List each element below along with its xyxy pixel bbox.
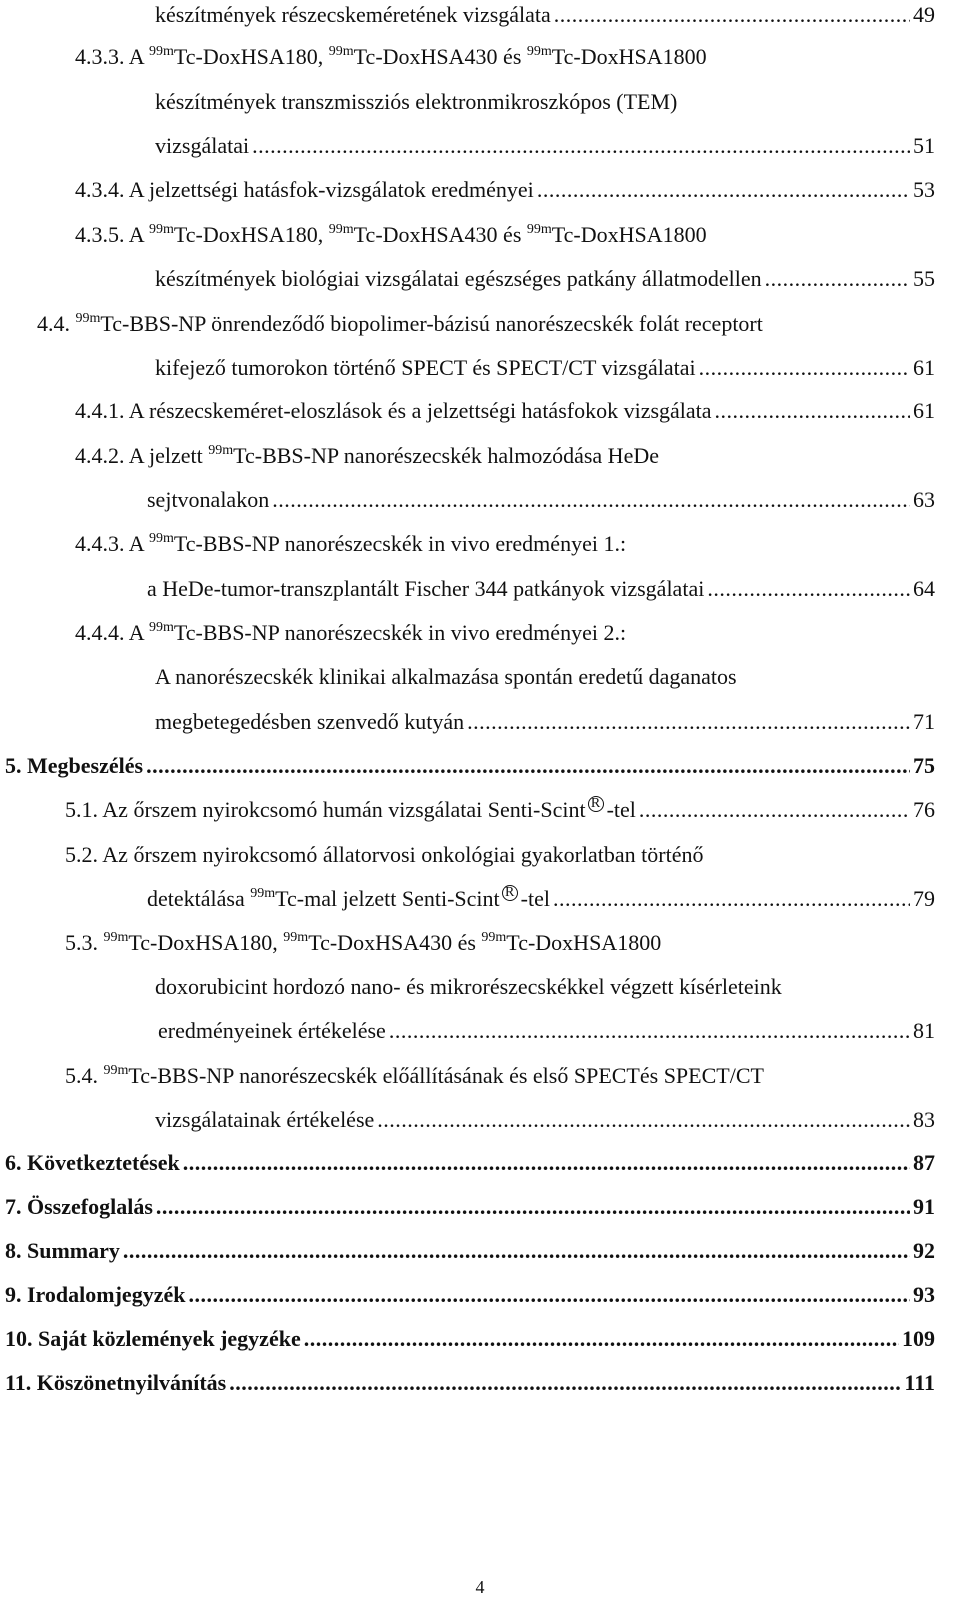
toc-chapter-title: 9. Irodalomjegyzék [5,1282,186,1307]
toc-page-number: 63 [913,487,935,512]
toc-entry-title: Tc-DoxHSA430 és [353,222,527,247]
dot-leader [377,1105,910,1135]
toc-chapter-title: 8. Summary [5,1238,120,1263]
isotope-superscript: 99m [283,930,309,945]
toc-entry [75,441,659,471]
page-number: 4 [475,1577,485,1597]
dot-leader [537,175,910,205]
isotope-superscript: 99m [328,222,354,237]
toc-page-number: 64 [913,576,935,601]
toc-page-number: 91 [913,1194,935,1219]
toc-chapter-title: 5. Megbeszélés [5,753,144,778]
toc-entry-title: Tc-BBS-NP nanorészecskék in vivo eredményei 1.: [173,531,627,556]
dot-leader [639,795,910,825]
toc-entry [65,795,935,825]
toc-chapter [5,1324,935,1354]
toc-entry-continuation [155,87,677,117]
isotope-superscript: 99m [481,930,507,945]
toc-entry [75,42,707,72]
toc-entry-title: készítmények transzmissziós elektronmikroszkópos (TEM) [155,89,678,114]
toc-entry-title: Tc-DoxHSA430 és [308,930,482,955]
toc-chapter [5,1236,935,1266]
toc-page-number: 83 [913,1107,935,1132]
toc-entry-number: 4.3.5. A [75,222,149,247]
toc-entry-title: eredményeinek értékelése [158,1018,386,1043]
toc-entry [75,220,707,250]
toc-entry-title-text: 5.1. Az őrszem nyirokcsomó humán vizsgálatai Senti-Scint [65,797,586,822]
toc-page-number: 55 [913,266,935,291]
dot-leader [699,353,910,383]
toc-entry-title: 5.2. Az őrszem nyirokcsomó állatorvosi onkológiai gyakorlatban történő [65,842,704,867]
toc-entry-title: Tc-DoxHSA180, [173,44,329,69]
toc-page-number: 71 [913,709,935,734]
toc-entry-title-prefix: detektálása [147,886,251,911]
toc-entry [155,707,935,737]
toc-entry [75,175,935,205]
toc-entry-title: Tc-DoxHSA430 és [353,44,527,69]
isotope-superscript: 99m [103,1063,129,1078]
registered-trademark-icon: R [502,885,518,901]
toc-entry-number: 4.4.3. A [75,531,149,556]
toc-entry [155,0,935,30]
toc-entry [75,529,626,559]
toc-entry [75,396,935,426]
dot-leader [389,1016,910,1046]
toc-page-number: 109 [902,1326,935,1351]
toc-entry-title: 4.3.4. A jelzettségi hatásfok-vizsgálatok eredményei [75,177,534,202]
toc-entry-title: Tc-DoxHSA1800 [551,222,707,247]
toc-chapter [5,1280,935,1310]
toc-page-number: 87 [913,1150,935,1175]
isotope-superscript: 99m [148,44,174,59]
toc-entry-title: készítmények részecskeméretének vizsgálata [155,2,551,27]
toc-entry [155,353,935,383]
toc-entry [75,618,626,648]
toc-entry [155,1105,935,1135]
toc-chapter-title: 11. Köszönetnyilvánítás [5,1370,227,1395]
toc-chapter-title: 10. Saját közlemények jegyzéke [5,1326,301,1351]
isotope-superscript: 99m [148,531,174,546]
toc-chapter [5,1148,935,1178]
toc-entry-title: 4.4.1. A részecskeméret-eloszlások és a jelzettségi hatásfokok vizsgálata [75,398,712,423]
dot-leader [156,1192,910,1222]
isotope-superscript: 99m [75,311,101,326]
toc-page-number: 81 [913,1018,935,1043]
toc-entry-title: Tc-BBS-NP nanorészecskék előállításának és első SPECTés SPECT/CT [128,1063,764,1088]
isotope-superscript: 99m [328,44,354,59]
dot-leader [272,485,910,515]
dot-leader [188,1280,910,1310]
toc-entry [147,574,935,604]
toc-entry-title: vizsgálatainak értékelése [155,1107,375,1132]
dot-leader [707,574,910,604]
toc-entry-title-suffix: -tel [606,797,636,822]
toc-page-number: 75 [913,753,935,778]
dot-leader [304,1324,899,1354]
toc-entry-title: Tc-DoxHSA1800 [551,44,707,69]
toc-entry-title: a HeDe-tumor-transzplantált Fischer 344 patkányok vizsgálatai [147,576,705,601]
dot-leader [146,751,910,781]
toc-entry-title: sejtvonalakon [147,487,270,512]
dot-leader [123,1236,910,1266]
dot-leader [467,707,910,737]
toc-entry-title: megbetegedésben szenvedő kutyán [155,709,465,734]
toc-entry [65,840,703,870]
toc-entry-continuation [155,662,737,692]
toc-entry [147,884,935,914]
isotope-superscript: 99m [250,886,276,901]
dot-leader [765,264,910,294]
toc-entry [158,1016,935,1046]
isotope-superscript: 99m [208,443,234,458]
dot-leader [554,0,910,30]
toc-entry-title [65,795,636,825]
toc-page-number: 61 [913,355,935,380]
toc-entry-title [147,884,550,914]
toc-page-number: 61 [913,398,935,423]
toc-entry-title: Tc-DoxHSA180, [128,930,284,955]
toc-entry-number: 4.3.3. A [75,44,149,69]
dot-leader [229,1368,901,1398]
toc-entry-title: Tc-DoxHSA1800 [506,930,662,955]
toc-entry-title-text: Tc-mal jelzett Senti-Scint [275,886,500,911]
isotope-superscript: 99m [103,930,129,945]
toc-entry-title: Tc-BBS-NP nanorészecskék in vivo eredményei 2.: [173,620,627,645]
toc-entry-number: 5.3. [65,930,104,955]
toc-entry [147,485,935,515]
toc-entry [65,928,661,958]
toc-entry-number: 4.4. [37,311,76,336]
toc-entry-title: A nanorészecskék klinikai alkalmazása spontán eredetű daganatos [155,664,737,689]
toc-chapter [5,751,935,781]
toc-entry-title: készítmények biológiai vizsgálatai egészséges patkány állatmodellen [155,266,762,291]
toc-entry [155,131,935,161]
toc-chapter-title: 6. Következtetések [5,1150,180,1175]
toc-page-number: 92 [913,1238,935,1263]
toc-page-number: 76 [913,797,935,822]
toc-entry-title-suffix: -tel [520,886,550,911]
isotope-superscript: 99m [526,44,552,59]
toc-page-number: 93 [913,1282,935,1307]
toc-entry-title: Tc-DoxHSA180, [173,222,329,247]
isotope-superscript: 99m [148,222,174,237]
toc-entry-number: 4.4.4. A [75,620,149,645]
toc-page-number: 49 [913,2,935,27]
toc-chapter [5,1368,935,1398]
isotope-superscript: 99m [148,620,174,635]
toc-chapter-title: 7. Összefoglalás [5,1194,153,1219]
toc-entry-number: 5.4. [65,1063,104,1088]
toc-page-number: 111 [904,1370,935,1395]
toc-chapter [5,1192,935,1222]
registered-trademark-icon: R [588,796,604,812]
dot-leader [715,396,910,426]
toc-page-number: 51 [913,133,935,158]
toc-entry [155,264,935,294]
toc-entry [37,309,763,339]
toc-entry-title: kifejező tumorokon történő SPECT és SPECT/CT vizsgálatai [155,355,696,380]
toc-entry-title: vizsgálatai [155,133,250,158]
dot-leader [183,1148,910,1178]
dot-leader [553,884,910,914]
toc-entry-number: 4.4.2. A jelzett [75,443,209,468]
toc-entry-title: Tc-BBS-NP nanorészecskék halmozódása HeDe [233,443,659,468]
dot-leader [252,131,910,161]
toc-entry [65,1061,764,1091]
toc-page-number: 79 [913,886,935,911]
toc-page-number: 53 [913,177,935,202]
isotope-superscript: 99m [526,222,552,237]
toc-entry-continuation [155,972,782,1002]
toc-entry-title: doxorubicint hordozó nano- és mikrorészecskékkel végzett kísérleteink [155,974,782,999]
toc-entry-title: Tc-BBS-NP önrendeződő biopolimer-bázisú nanorészecskék folát receptort [100,311,763,336]
